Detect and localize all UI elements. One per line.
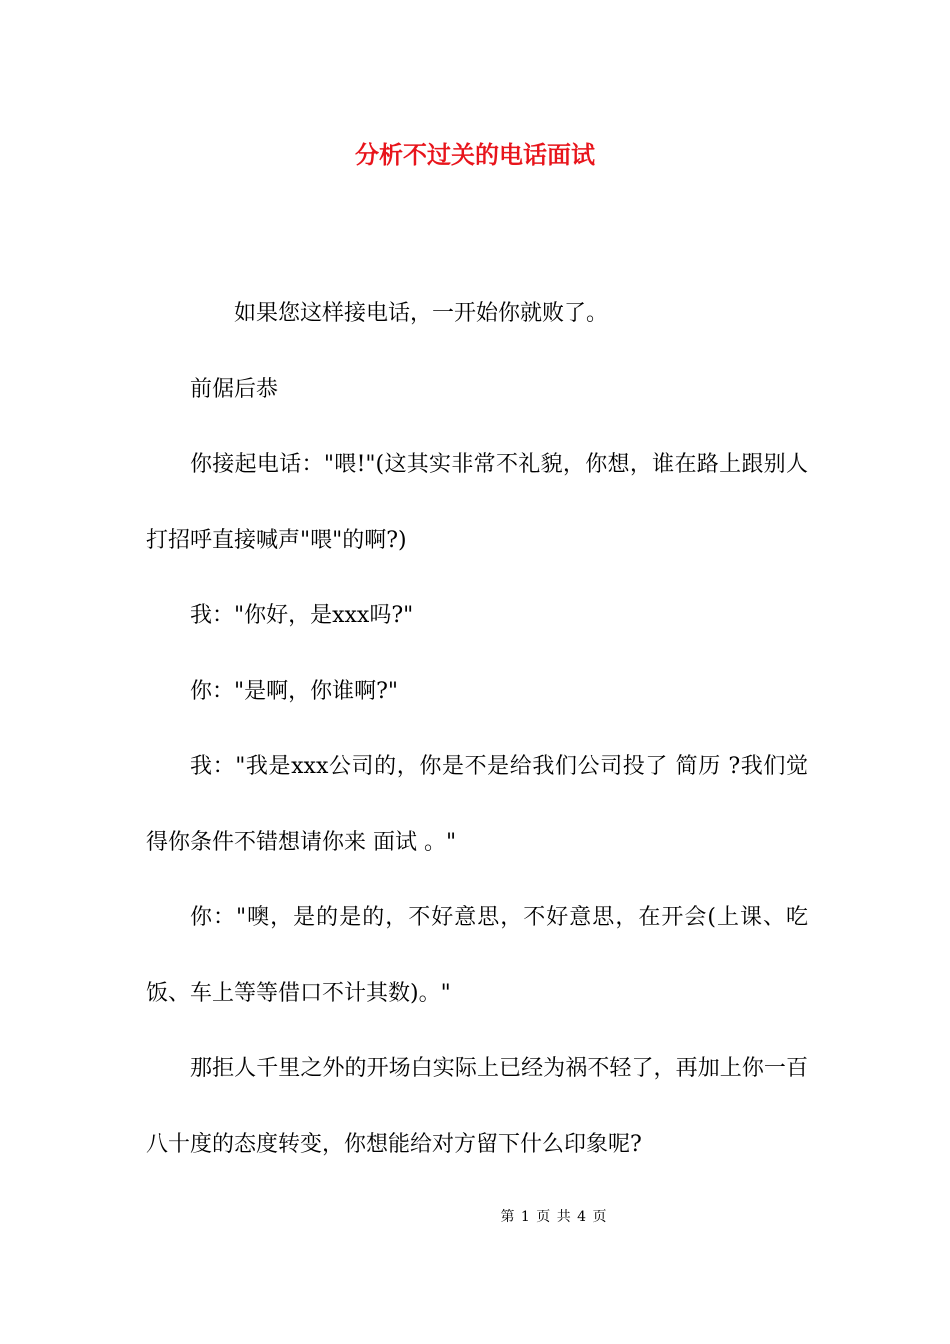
paragraph-5: 你："是啊，你谁啊?" [190, 678, 399, 704]
paragraph-6: 我："我是xxx公司的，你是不是给我们公司投了 简历 ?我们觉得你条件不错想请你来 面试 。" [146, 754, 808, 855]
paragraph-7: 你："噢，是的是的，不好意思，不好意思，在开会(上课、吃饭、车上等等借口不计其数)。" [146, 905, 808, 1006]
paragraph-4: 我："你好，是xxx吗?" [190, 603, 414, 628]
paragraph-2: 前倨后恭 [190, 376, 279, 402]
paragraph-1: 如果您这样接电话，一开始你就败了。 [234, 301, 609, 326]
paragraph-3: 你接起电话："喂!"(这其实非常不礼貌，你想，谁在路上跟别人打招呼直接喊声"喂"的啊?) [146, 452, 808, 553]
page-number-footer: 第 1 页 共 4 页 [500, 1209, 608, 1225]
document-body [146, 276, 808, 1182]
document-title: 分析不过关的电话面试 [355, 140, 595, 169]
paragraph-8: 那拒人千里之外的开场白实际上已经为祸不轻了，再加上你一百八十度的态度转变，你想能给对方留下什么印象呢? [146, 1056, 808, 1157]
